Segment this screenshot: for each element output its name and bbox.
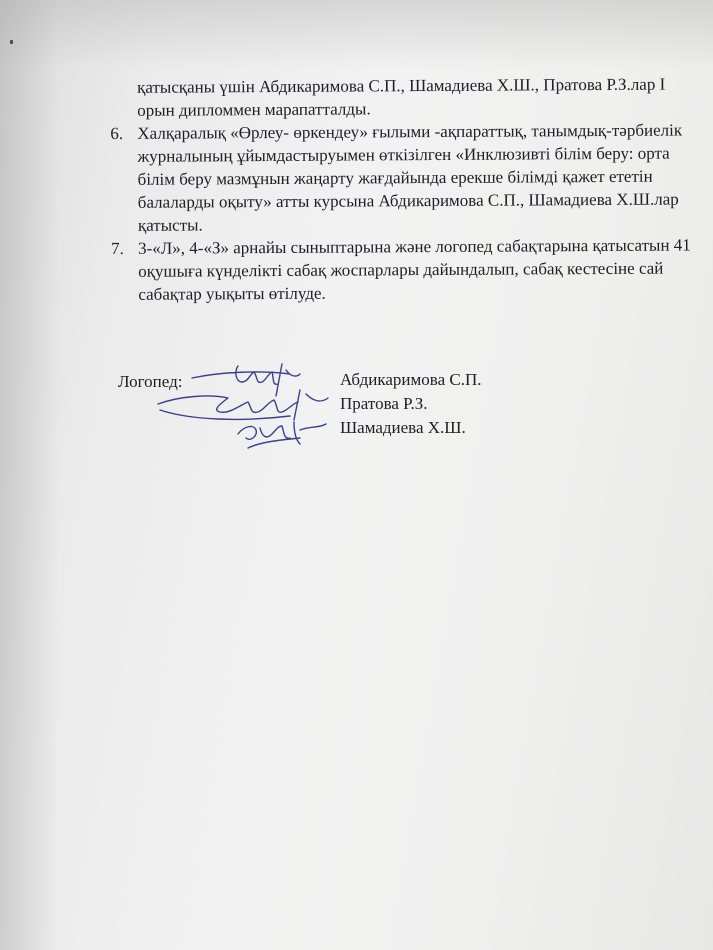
- page-shadow-top: [0, 0, 713, 70]
- signatory-names: [340, 368, 482, 440]
- page-edge-mark: [10, 40, 13, 44]
- list-item-text: 3-«Л», 4-«З» арнайы сыныптарына және логопед сабақтарына қатысатын 41 оқушыға күнделікті сабақ жоспарлары дайындалып, сабақ кестесіне сай сабақтар уықыты өтілуде.: [137, 235, 691, 304]
- signatory-name-3: Шамадиева Х.Ш.: [340, 418, 466, 437]
- paragraph-continuation: қатысқаны үшін Абдикаримова С.П., Шамадиева Х.Ш., Пратова Р.З.лар I орын дипломмен марапатталды.: [137, 74, 666, 120]
- list-item-6: [110, 118, 701, 237]
- list-item-text: Халқаралық «Өрлеу- өркендеу» ғылыми -ақпараттық, танымдық-тәрбиелік журналының ұйымдастыруымен өткізілген «Инклюзивті білім беру: орта білім беру мазмұнын жаңарту жағдайында ерекше білімді қажет ететін балаларды оқыту» атты курсына Абдикаримова С.П., Шамадиева Х.Ш.лар қатысты.: [137, 120, 683, 235]
- list-item-number: 6.: [110, 123, 124, 143]
- document-text: [110, 72, 701, 306]
- list-item-number: 7.: [110, 238, 124, 258]
- signatory-name-1: Абдикаримова С.П.: [340, 370, 482, 389]
- page-shadow-left: [0, 0, 60, 950]
- signature-block: [118, 366, 518, 466]
- signatory-role: Логопед:: [118, 372, 183, 391]
- list-item-7: [111, 233, 701, 306]
- signatory-name-2: Пратова Р.З.: [340, 394, 428, 413]
